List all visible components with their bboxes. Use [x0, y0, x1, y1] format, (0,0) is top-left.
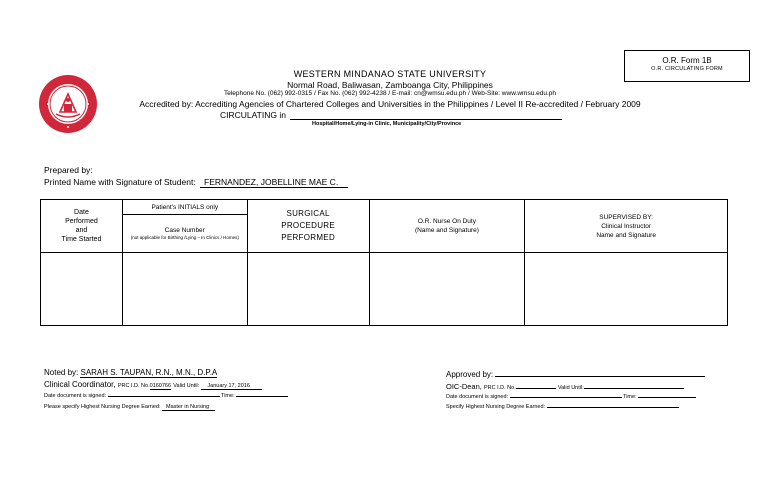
- university-address: Normal Road, Baliwasan, Zamboanga City, Philippines: [287, 80, 493, 90]
- approved-date-field[interactable]: [510, 397, 622, 398]
- procedure-cell[interactable]: [247, 253, 369, 326]
- approved-prc-field[interactable]: [516, 388, 556, 389]
- approved-time-field[interactable]: [638, 397, 696, 398]
- noted-date-field[interactable]: [108, 396, 220, 397]
- prepared-by-label: Prepared by:: [44, 165, 93, 175]
- circulating-label: CIRCULATING in: [220, 110, 286, 120]
- coordinator-row: Clinical Coordinator, PRC I.D. No.0160766 Valid Until: January 17, 2016: [44, 380, 262, 390]
- or-nurse-cell[interactable]: [369, 253, 525, 326]
- case-number-header: Case Number (not applicable for Birthing /Lying – In Clinics / Homes): [122, 215, 247, 253]
- form-name: O.R. CIRCULATING FORM: [651, 66, 723, 72]
- circulating-caption: Hospital/Home/Lying-in Clinic, Municipality/City/Province: [312, 121, 462, 127]
- noted-date-signed-row: Date document is signed: Time:: [44, 393, 288, 399]
- supervisor-cell[interactable]: [525, 253, 728, 326]
- noted-degree: Master in Nursing: [162, 404, 215, 411]
- approved-date-signed-row: Date document is signed: Time:: [446, 394, 696, 400]
- case-table: [40, 199, 728, 326]
- printed-name-label: Printed Name with Signature of Student:: [44, 177, 196, 187]
- university-seal: [38, 74, 98, 134]
- approved-by-field[interactable]: [495, 376, 705, 377]
- surgical-procedure-header: SURGICAL PROCEDURE PERFORMED: [247, 200, 369, 253]
- patient-initials-header: Patient's INITIALS only: [122, 200, 247, 215]
- supervised-by-header: SUPERVISED BY: Clinical Instructor Name and Signature: [525, 200, 728, 253]
- date-time-header: Date Performed and Time Started: [41, 200, 123, 253]
- date-time-cell[interactable]: [41, 253, 123, 326]
- circulating-field[interactable]: [290, 119, 562, 120]
- approved-degree-row: Specify Highest Nursing Degree Earned:: [446, 404, 679, 410]
- noted-degree-row: Please specify Highest Nursing Degree Earned: Master in Nursing: [44, 404, 215, 411]
- university-contact: Telephone No. (062) 992-0315 / Fax No. (062) 992-4238 / E-mail: cn@wmsu.edu.ph / Web-Site: www.wmsu.edu.ph: [223, 90, 556, 97]
- or-nurse-header: O.R. Nurse On Duty (Name and Signature): [369, 200, 525, 253]
- noted-prc-number: 0160766: [149, 383, 172, 389]
- noted-valid-until: January 17, 2016: [201, 383, 262, 390]
- approved-valid-field[interactable]: [584, 388, 684, 389]
- printed-name-row: [44, 177, 348, 188]
- noted-by-row: Noted by: SARAH S. TAUPAN, R.N., M.N., D.P.A: [44, 368, 218, 377]
- case-number-cell[interactable]: [122, 253, 247, 326]
- noted-time-field[interactable]: [236, 396, 288, 397]
- approved-by-row: Approved by:: [446, 370, 705, 379]
- university-name: WESTERN MINDANAO STATE UNIVERSITY: [293, 69, 487, 79]
- dean-row: OIC-Dean, PRC I.D. No. Valid Until:: [446, 382, 684, 391]
- accreditation-line: Accredited by: Accrediting Agencies of Chartered Colleges and Universities in the Philippines / Level II Re-accredited / February 2009: [139, 99, 641, 109]
- approved-degree-field[interactable]: [547, 407, 679, 408]
- student-name[interactable]: FERNANDEZ, JOBELLINE MAE C.: [200, 177, 348, 188]
- noted-by-name: SARAH S. TAUPAN, R.N., M.N., D.P.A: [80, 368, 218, 377]
- form-number: O.R. Form 1B: [662, 56, 712, 65]
